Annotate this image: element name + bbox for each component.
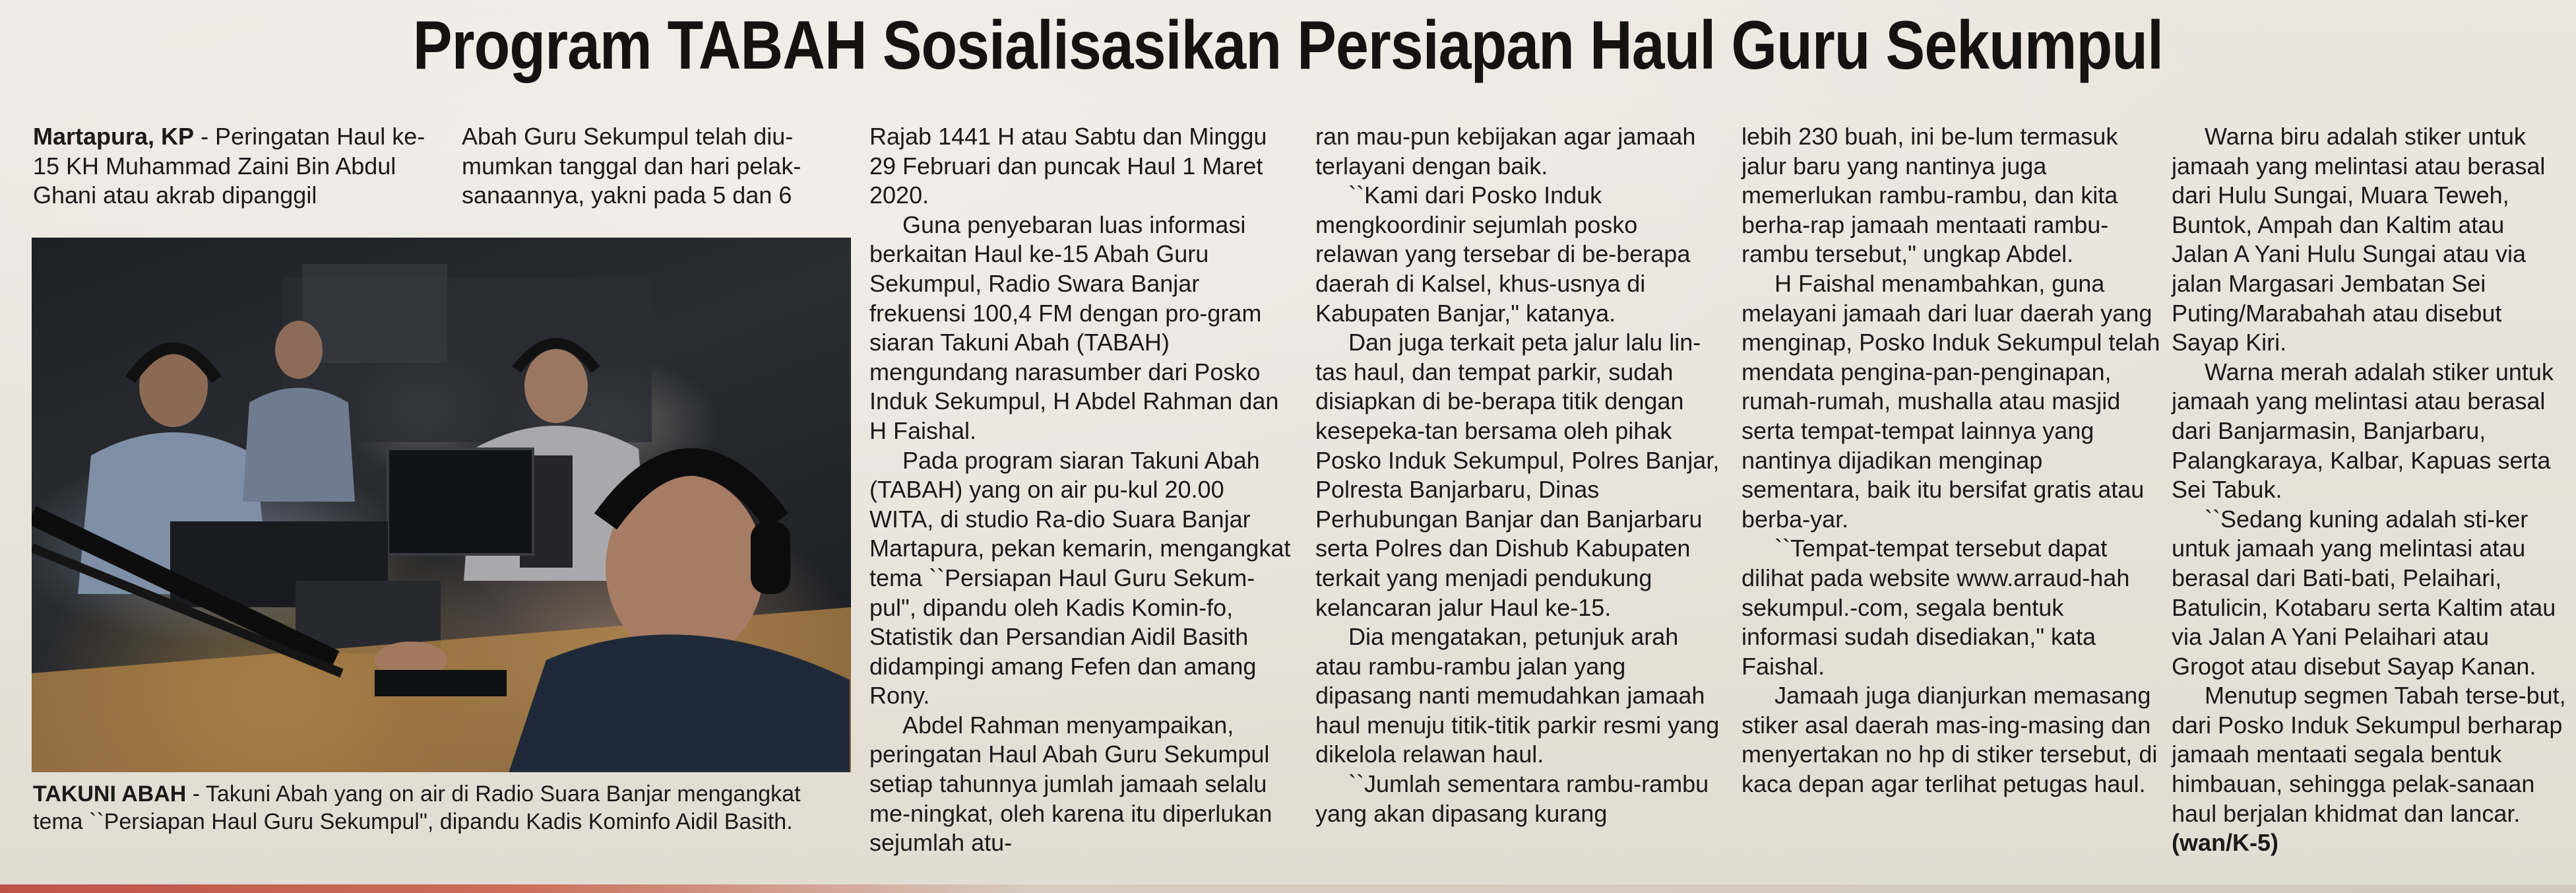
article-column-3 (869, 122, 1292, 858)
paragraph: ``Jumlah sementara rambu-rambu yang akan dipasang kurang (1315, 770, 1709, 827)
article-column-6 (2172, 122, 2567, 858)
lead-text: - Peringatan Haul ke-15 KH Muhammad Zaini Bin Abdul Ghani atau akrab dipanggil (33, 123, 425, 209)
paragraph: lebih 230 buah, ini be-lum termasuk jalur baru yang nantinya juga memerlukan rambu-rambu, dan kita berha-rap jamaah mentaati rambu-rambu tersebut," ungkap Abdel. (1742, 123, 2118, 268)
paragraph: ran mau-pun kebijakan agar jamaah terlayani dengan baik. (1315, 123, 1696, 180)
closing-paragraph (2172, 681, 2567, 858)
article-headline: Program TABAH Sosialisasikan Persiapan Haul Guru Sekumpul (412, 7, 2164, 84)
paragraph: Warna merah adalah stiker untuk jamaah yang melintasi atau berasal dari Banjarmasin, Banjarbaru, Palangkaraya, Kalbar, Kapuas serta Sei Tabuk. (2172, 358, 2554, 504)
article-column-2 (462, 122, 831, 211)
paragraph: ``Kami dari Posko Induk mengkoordinir sejumlah posko relawan yang tersebar di be-berapa daerah di Kalsel, khus-usnya di Kabupaten Banjar," katanya. (1315, 182, 1691, 327)
paragraph-text: Menutup segmen Tabah terse-but, dari Posko Induk Sekumpul berharap jamaah mentaati segala bentuk himbauan, sehingga pelak-sanaan haul berjalan khidmat dan lancar. (2172, 682, 2566, 827)
paragraph: Jamaah juga dianjurkan memasang stiker asal daerah mas-ing-masing dan menyertakan no hp di stiker tersebut, di kaca depan agar terlihat petugas haul. (1742, 682, 2158, 798)
paragraph: Rajab 1441 H atau Sabtu dan Minggu 29 Februari dan puncak Haul 1 Maret 2020. (869, 123, 1267, 209)
byline: (wan/K-5) (2172, 829, 2278, 857)
paragraph: H Faishal menambahkan, guna melayani jamaah dari luar daerah yang menginap, Posko Induk Sekumpul telah mendata pengina-pan-penginapan, rumah-rumah, mushalla atau masjid serta tempat-tempat lainnya yang nantinya dijadikan menginap sementara, baik itu bersifat gratis atau berba-yar. (1742, 269, 2160, 533)
page-edge-strip (0, 884, 2576, 893)
paragraph: Warna biru adalah stiker untuk jamaah yang melintasi atau berasal dari Hulu Sungai, Muara Teweh, Buntok, Ampah dan Kaltim atau Jalan A Yani Hulu Sungai atau via jalan Margasari Jembatan Sei Puting/Marabahah atau disebut Sayap Kiri. (2172, 123, 2546, 356)
article-column-4 (1315, 122, 1724, 828)
caption-text: - Takuni Abah yang on air di Radio Suara Banjar mengangkat tema ``Persiapan Haul Guru Sekumpul", dipandu Kadis Kominfo Aidil Basith. (33, 781, 801, 834)
paragraph: Dia mengatakan, petunjuk arah atau rambu-rambu jalan yang dipasang nanti memudahkan jamaah haul menuju titik-titik parkir resmi yang dikelola relawan haul. (1315, 623, 1720, 768)
lead-paragraph (33, 122, 435, 211)
photo-caption (33, 780, 854, 836)
paragraph: ``Sedang kuning adalah sti-ker untuk jamaah yang melintasi atau berasal dari Bati-bati, Pelaihari, Batulicin, Kotabaru serta Kaltim atau via Jalan A Yani Pelaihari atau Grogot atau disebut Sayap Kanan. (2172, 505, 2556, 680)
caption-label: TAKUNI ABAH (33, 781, 187, 807)
paragraph: Pada program siaran Takuni Abah (TABAH) yang on air pu-kul 20.00 WITA, di studio Ra-dio Suara Banjar Martapura, pekan kemarin, mengangkat tema ``Persiapan Haul Guru Sekum-pul", dipandu oleh Kadis Komin-fo, Statistik dan Persandian Aidil Basith didampingi amang Fefen dan amang Rony. (869, 446, 1291, 710)
paragraph: Abdel Rahman menyampaikan, peringatan Haul Abah Guru Sekumpul setiap tahunnya jumlah jamaah selalu me-ningkat, oleh karena itu diperlukan sejumlah atu- (869, 711, 1272, 857)
paragraph: Dan juga terkait peta jalur lalu lin-tas haul, dan tempat parkir, sudah disiapkan di be-berapa titik dengan kesepeka-tan bersama oleh pihak Posko Induk Sekumpul, Polres Banjar, Polresta Banjarbaru, Dinas Perhubungan Banjar dan Banjarbaru serta Polres dan Dishub Kabupaten terkait yang menjadi pendukung kelancaran jalur Haul ke-15. (1315, 329, 1720, 621)
paragraph: Abah Guru Sekumpul telah diu-mumkan tanggal dan hari pelak-sanaannya, yakni pada 5 dan 6 (462, 123, 801, 209)
radio-studio-photo (32, 238, 851, 772)
dateline: Martapura, KP (33, 123, 195, 150)
article-column-5 (1742, 122, 2164, 799)
paragraph: ``Tempat-tempat tersebut dapat dilihat pada website www.arraud-hah sekumpul.-com, segala bentuk informasi sudah disediakan," kata Faishal. (1742, 535, 2130, 680)
paragraph: Guna penyebaran luas informasi berkaitan Haul ke-15 Abah Guru Sekumpul, Radio Swara Banjar frekuensi 100,4 FM dengan pro-gram siaran Takuni Abah (TABAH) mengundang narasumber dari Posko Induk Sekumpul, H Abdel Rahman dan H Faishal. (869, 211, 1279, 444)
photo-illustration (32, 238, 851, 772)
article-column-1 (33, 122, 435, 211)
